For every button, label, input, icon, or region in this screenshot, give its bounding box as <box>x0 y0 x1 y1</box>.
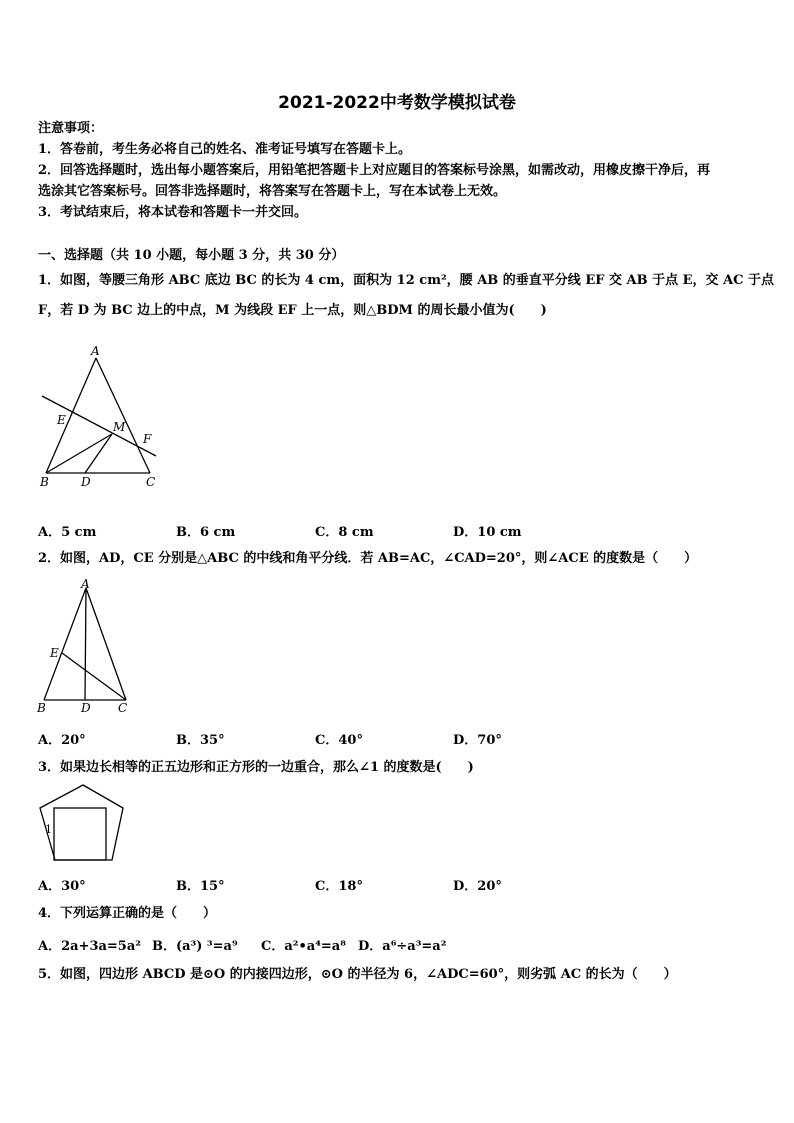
option-b: B．35° <box>176 733 225 748</box>
option-a: A．20° <box>38 733 86 748</box>
question-3-figure <box>36 782 136 866</box>
option-c: C．a²•a⁴=a⁸ <box>261 939 346 954</box>
label-B: B <box>37 701 46 715</box>
notice-heading: 注意事项： <box>38 121 104 136</box>
label-A: A <box>91 344 100 358</box>
label-D: D <box>81 701 91 715</box>
option-b: B．15° <box>176 879 225 894</box>
question-5-text: 5．如图，四边形 ABCD 是⊙O 的内接四边形，⊙O 的半径为 6，∠ADC=60°，则劣弧 AC 的长为（ ） <box>38 967 677 982</box>
option-a: A．30° <box>38 879 86 894</box>
option-d: D．10 cm <box>453 525 522 540</box>
question-1-text-cont: F，若 D 为 BC 边上的中点，M 为线段 EF 上一点，则△BDM 的周长最小值为( ) <box>38 303 547 318</box>
notice-item: 3．考试结束后，将本试卷和答题卡一并交回。 <box>38 205 308 220</box>
option-c: C．8 cm <box>315 525 374 540</box>
option-d: D．a⁶÷a³=a² <box>358 939 447 954</box>
question-3-text: 3．如果边长相等的正五边形和正方形的一边重合，那么∠1 的度数是( ) <box>38 760 474 775</box>
option-a: A．5 cm <box>38 525 97 540</box>
option-b: B．(a³) ³=a⁹ <box>152 939 238 954</box>
label-D: D <box>81 475 91 489</box>
option-b: B．6 cm <box>176 525 236 540</box>
angle-1-label: 1 <box>45 823 52 836</box>
option-d: D．20° <box>453 879 502 894</box>
option-c: C．18° <box>315 879 363 894</box>
label-E: E <box>50 646 59 660</box>
label-C: C <box>146 475 156 489</box>
notice-item: 2．回答选择题时，选出每小题答案后，用铅笔把答题卡上对应题目的答案标号涂黑，如需改动，用橡皮擦干净后，再 <box>38 163 711 178</box>
notice-item: 选涂其它答案标号。回答非选择题时，将答案写在答题卡上，写在本试卷上无效。 <box>38 184 507 199</box>
notice-item: 1．答卷前，考生务必将自己的姓名、准考证号填写在答题卡上。 <box>38 142 412 157</box>
label-B: B <box>40 475 49 489</box>
question-1-figure <box>36 340 166 492</box>
label-A: A <box>81 577 90 591</box>
section-heading: 一、选择题（共 10 小题，每小题 3 分，共 30 分） <box>38 248 345 263</box>
label-C: C <box>118 701 128 715</box>
question-2-figure <box>34 576 134 718</box>
question-4-text: 4．下列运算正确的是（ ） <box>38 906 217 921</box>
option-d: D．70° <box>453 733 502 748</box>
question-2-text: 2．如图，AD，CE 分别是△ABC 的中线和角平分线．若 AB=AC，∠CAD=20°，则∠ACE 的度数是（ ） <box>38 551 698 566</box>
label-E: E <box>57 413 66 427</box>
label-F: F <box>143 432 152 446</box>
option-a: A．2a+3a=5a² <box>38 939 141 954</box>
option-c: C．40° <box>315 733 363 748</box>
question-1-text: 1．如图，等腰三角形 ABC 底边 BC 的长为 4 cm，面积为 12 cm²，腰 AB 的垂直平分线 EF 交 AB 于点 E，交 AC 于点 <box>38 273 775 288</box>
label-M: M <box>113 420 126 434</box>
page-title: 2021-2022中考数学模拟试卷 <box>278 93 516 113</box>
